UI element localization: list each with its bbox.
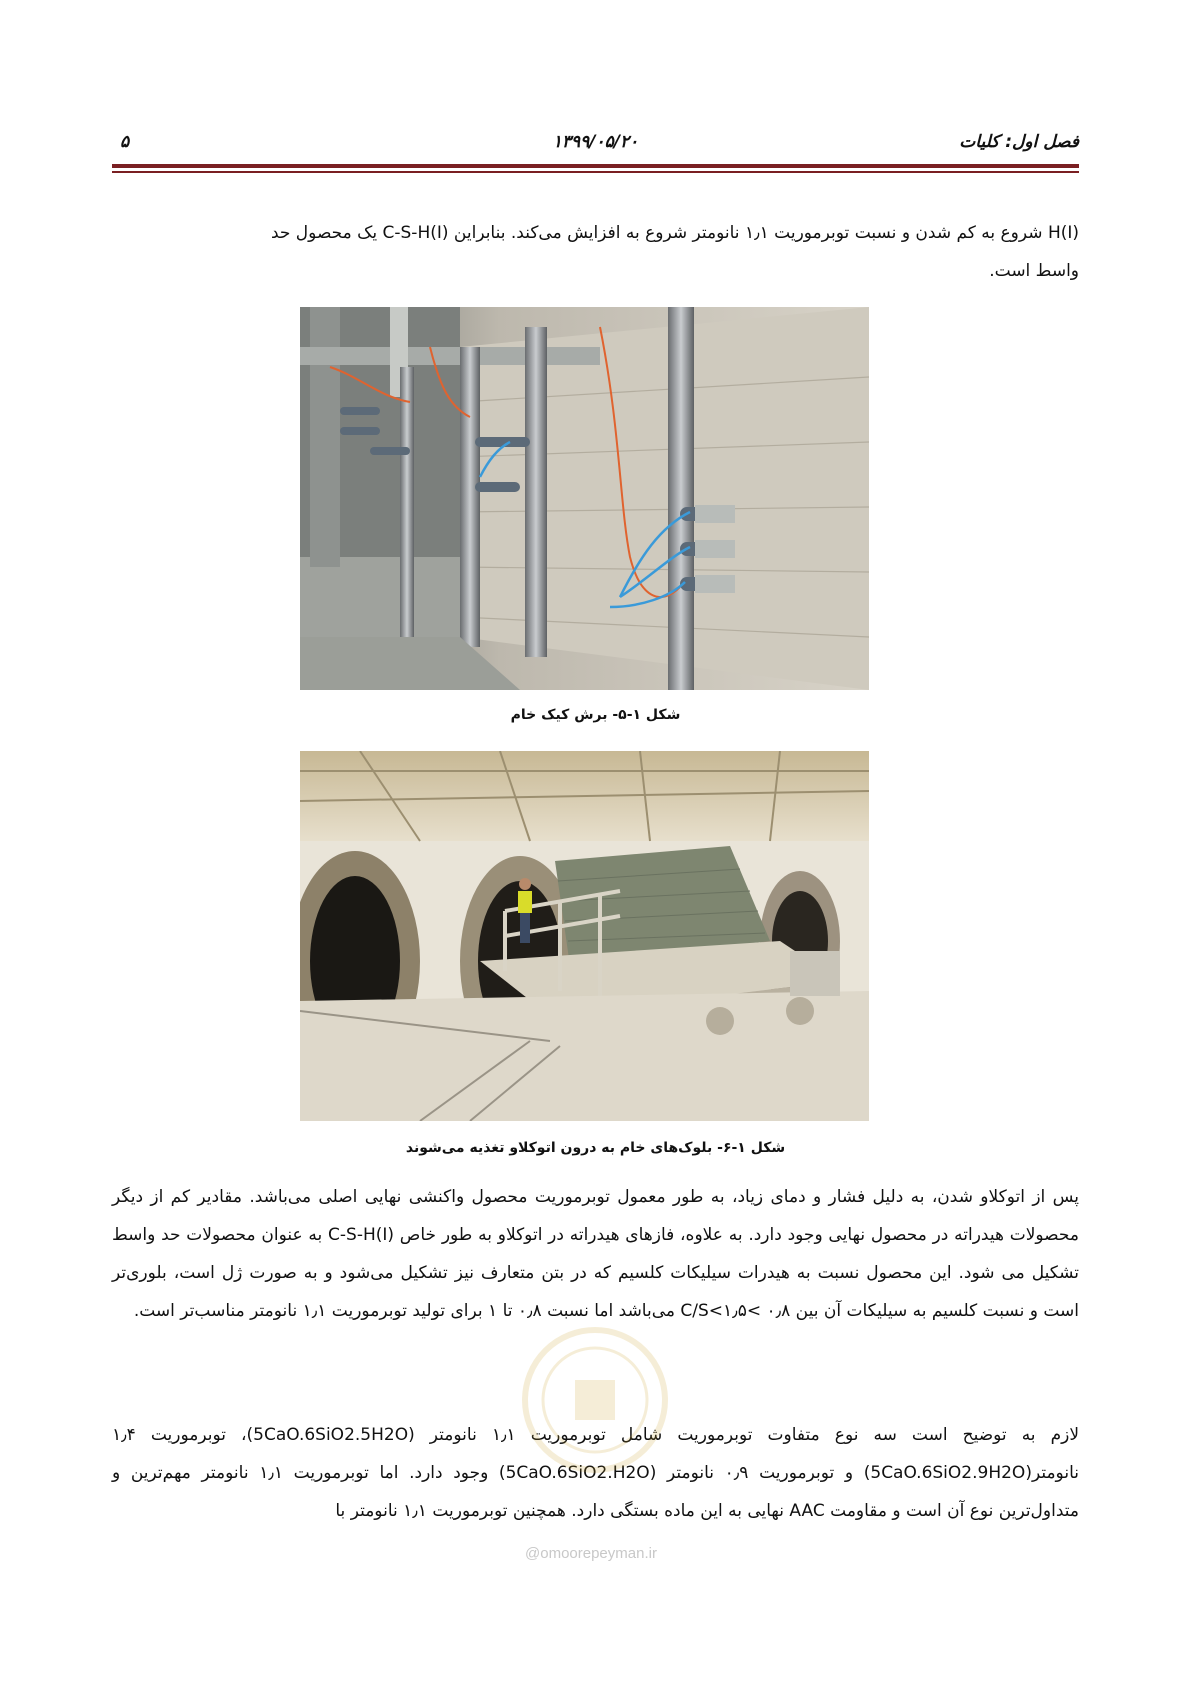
figure-autoclave-photo: [300, 751, 869, 1121]
autoclave-illustration: [300, 751, 869, 1121]
paragraph-intro: [112, 214, 1079, 290]
figure-cake-cutting-photo: [300, 307, 869, 690]
header-date: ۱۳۹۹/۰۵/۲۰: [552, 132, 639, 152]
figure-2-caption: شکل ۱-۶- بلوک‌های خام به درون اتوکلاو تغذیه می‌شوند: [405, 1140, 786, 1156]
header-rule-thick: [112, 164, 1079, 168]
cake-cutting-illustration: [300, 307, 869, 690]
chapter-title: فصل اول: کلیات: [959, 132, 1079, 152]
page-number: ۵: [120, 132, 130, 152]
paragraph-intro-line-1: H(I) شروع به کم شدن و نسبت توبرموریت ۱٫۱ نانومتر شروع به افزایش می‌کند. بنابراین C-S-H(I) یک محصول حد: [270, 223, 1079, 243]
header-rule-thin: [112, 171, 1079, 173]
figure-1-caption: شکل ۱-۵- برش کیک خام: [510, 707, 681, 723]
page-header: [112, 128, 1079, 158]
paragraph-tobermorite-types: لازم به توضیح است سه نوع متفاوت توبرموریت شامل توبرموریت ۱٫۱ نانومتر (5CaO.6SiO2.5H2O)، توبرموریت ۱٫۴ نانومتر(5CaO.6SiO2.9H2O) و توبرموریت ۰٫۹ نانومتر (5CaO.6SiO2.H2O) وجود دارد. اما توبرموریت ۱٫۱ نانومتر مهم‌ترین و متداول‌ترین نوع آن است و مقاومت AAC نهایی به این ماده بستگی دارد. همچنین توبرموریت ۱٫۱ نانومتر با: [112, 1425, 1080, 1521]
site-watermark: @omoorepeyman.ir: [525, 1545, 657, 1562]
paragraph-autoclave-products: پس از اتوکلاو شدن، به دلیل فشار و دمای زیاد، به طور معمول توبرموریت محصول واکنشی نهایی اصلی می‌باشد. مقادیر کم از دیگر محصولات هیدراته در محصول نهایی وجود دارد. به علاوه، فازهای هیدراته در اتوکلاو به طور خاص C-S-H(I) به عنوان محصولات حد واسط تشکیل می شود. این محصول نسبت به هیدرات سیلیکات کلسیم که در بتن متعارف نیز تشکیل می‌شود و به صورت ژل است، بلوری‌تر است و نسبت کلسیم به سیلیکات آن بین ۰٫۸ >C/S<۱٫۵ می‌باشد اما نسبت ۰٫۸ تا ۱ برای تولید توبرموریت ۱٫۱ نانومتر مناسب‌تر است.: [112, 1187, 1079, 1321]
seal-watermark-icon: [520, 1325, 670, 1475]
paragraph-intro-line-2: واسط است.: [989, 261, 1079, 281]
